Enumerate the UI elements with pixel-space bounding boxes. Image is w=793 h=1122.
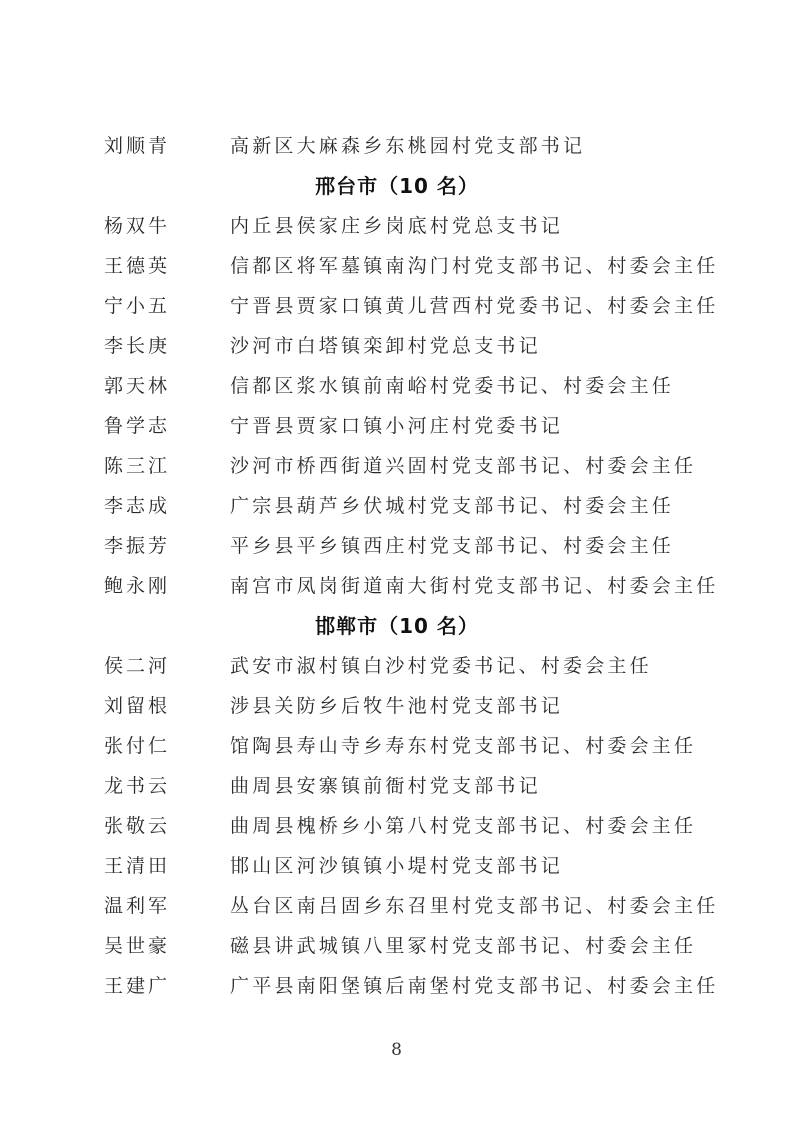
list-item [104,806,704,846]
person-role: 平乡县平乡镇西庄村党支部书记、村委会主任 [230,535,675,557]
person-role: 信都区将军墓镇南沟门村党支部书记、村委会主任 [230,255,719,277]
list-item [104,886,719,926]
person-name: 刘留根 [104,695,171,717]
person-name: 鲁学志 [104,415,171,437]
person-name: 张敬云 [104,815,171,837]
list-item [104,966,719,1006]
person-role: 丛台区南吕固乡东召里村党支部书记、村委会主任 [230,895,719,917]
person-name: 王德英 [104,255,171,277]
person-role: 广宗县葫芦乡伏城村党支部书记、村委会主任 [230,495,675,517]
list-item [104,126,704,166]
person-role: 内丘县侯家庄乡岗底村党总支书记 [230,215,564,237]
person-role: 涉县关防乡后牧牛池村党支部书记 [230,695,564,717]
person-name: 张付仁 [104,735,171,757]
list-item [104,286,719,326]
list-item [104,446,704,486]
person-name: 鲍永刚 [104,575,171,597]
list-item [104,206,704,246]
person-role: 曲周县安寨镇前衙村党支部书记 [230,775,541,797]
person-role: 沙河市白塔镇栾卸村党总支书记 [230,335,541,357]
list-item [104,686,704,726]
list-item [104,566,719,606]
person-name: 李长庚 [104,335,171,357]
person-name: 吴世豪 [104,935,171,957]
list-item [104,326,704,366]
person-role: 武安市淑村镇白沙村党委书记、村委会主任 [230,655,652,677]
person-name: 王清田 [104,855,171,877]
person-name: 陈三江 [104,455,171,477]
person-name: 郭天林 [104,375,171,397]
list-item [104,846,704,886]
person-role: 馆陶县寿山寺乡寿东村党支部书记、村委会主任 [230,735,697,757]
list-item [104,766,704,806]
person-name: 刘顺青 [104,135,171,157]
list-item [104,726,704,766]
person-name: 李振芳 [104,535,171,557]
person-name: 李志成 [104,495,171,517]
section-title-xingtai: 邢台市（10 名） [315,174,479,198]
list-item [104,366,704,406]
person-role: 广平县南阳堡镇后南堡村党支部书记、村委会主任 [230,975,719,997]
list-item [104,926,704,966]
person-role: 邯山区河沙镇镇小堤村党支部书记 [230,855,564,877]
page-number: 8 [391,1040,402,1060]
list-item [104,526,704,566]
person-role: 高新区大麻森乡东桃园村党支部书记 [230,135,586,157]
person-role: 曲周县槐桥乡小第八村党支部书记、村委会主任 [230,815,697,837]
person-name: 侯二河 [104,655,171,677]
person-name: 杨双牛 [104,215,171,237]
person-name: 王建广 [104,975,171,997]
list-item [104,406,704,446]
list-item [104,246,719,286]
person-name: 龙书云 [104,775,171,797]
person-name: 温利军 [104,895,171,917]
list-item [104,486,704,526]
name-list [104,126,719,1006]
person-role: 信都区浆水镇前南峪村党委书记、村委会主任 [230,375,675,397]
person-role: 南宫市凤岗街道南大街村党支部书记、村委会主任 [230,575,719,597]
list-item [104,646,704,686]
person-role: 宁晋县贾家口镇小河庄村党委书记 [230,415,564,437]
section-title-handan: 邯郸市（10 名） [315,614,479,638]
person-name: 宁小五 [104,295,171,317]
person-role: 磁县讲武城镇八里冢村党支部书记、村委会主任 [230,935,697,957]
person-role: 沙河市桥西街道兴固村党支部书记、村委会主任 [230,455,697,477]
person-role: 宁晋县贾家口镇黄儿营西村党委书记、村委会主任 [230,295,719,317]
